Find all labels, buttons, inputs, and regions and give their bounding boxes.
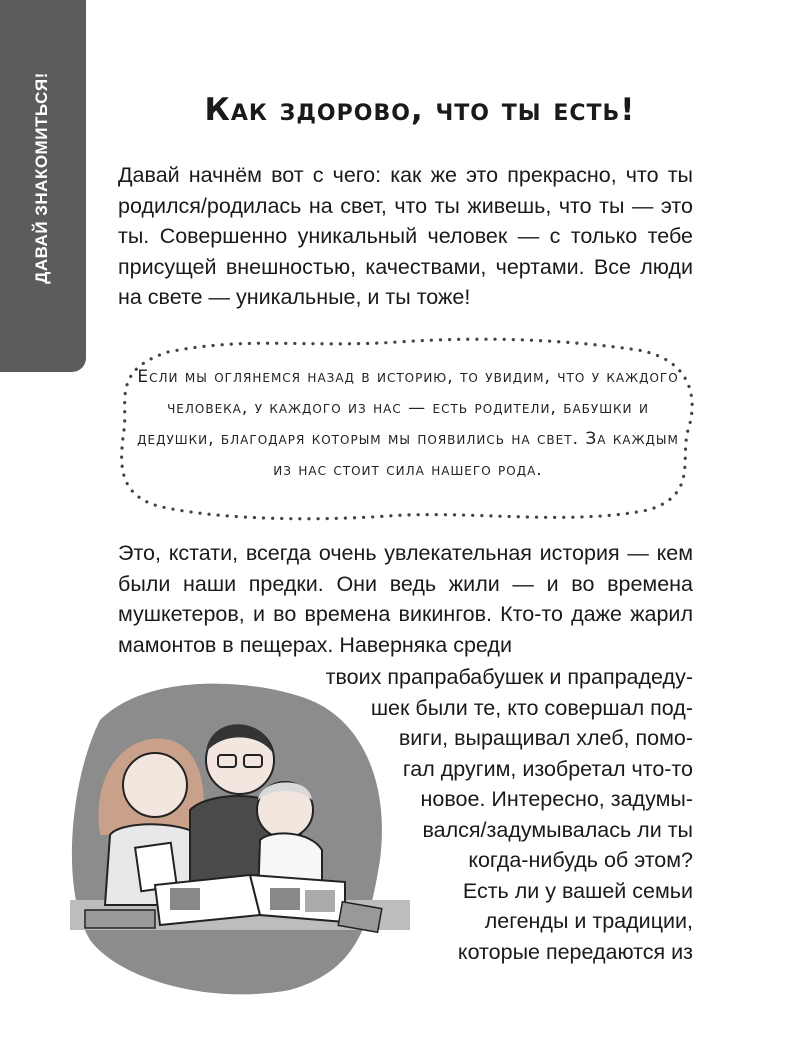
wrap-line: новое. Интересно, задумы- xyxy=(420,787,693,811)
history-paragraph: Это, кстати, всегда очень увлекательная история — кем были наши предки. Они ведь жили — и во времена мушкетеров, и во времена викингов. Кто-то даже жарил мамонтов в пещерах. Наверняка среди xyxy=(118,541,693,657)
page-title: Как здорово, что ты есть! xyxy=(204,92,636,128)
wrap-line: Есть ли у вашей семьи xyxy=(462,878,693,903)
wrap-line: шек были те, кто совершал под- xyxy=(370,695,693,720)
intro-paragraph: Давай начнём вот с чего: как же это прекрасно, что ты родился/родилась на свет, что ты живешь, что ты — это ты. Совершенно уникальный человек — с только тебе присущей внешностью, качествами, чертами. Все люди на свете — уникальные, и ты тоже! xyxy=(118,163,693,309)
wrap-line: вался/задумывалась ли ты xyxy=(422,817,693,842)
wrapped-paragraph xyxy=(313,662,693,967)
wrap-line: виги, выращивал хлеб, помо- xyxy=(398,726,693,750)
wrap-line: твоих прапрабабушек и прапрадеду- xyxy=(325,665,693,689)
section-side-tab-label: ДАВАЙ ЗНАКОМИТЬСЯ! xyxy=(32,72,51,284)
quote-text: Если мы оглянемся назад в историю, то увидим, что у каждого человека, у каждого из нас — есть родители, бабушки и дедушки, благодаря которым мы появились на свет. За каждым из нас стоит сила нашего рода. xyxy=(137,367,679,480)
section-side-tab xyxy=(0,0,86,372)
wrap-line: которые передаются из xyxy=(457,939,693,964)
wrap-line: когда-нибудь об этом? xyxy=(468,848,693,872)
wrap-line: легенды и традиции, xyxy=(484,909,693,933)
wrap-line: гал другим, изобретал что-то xyxy=(402,756,693,781)
